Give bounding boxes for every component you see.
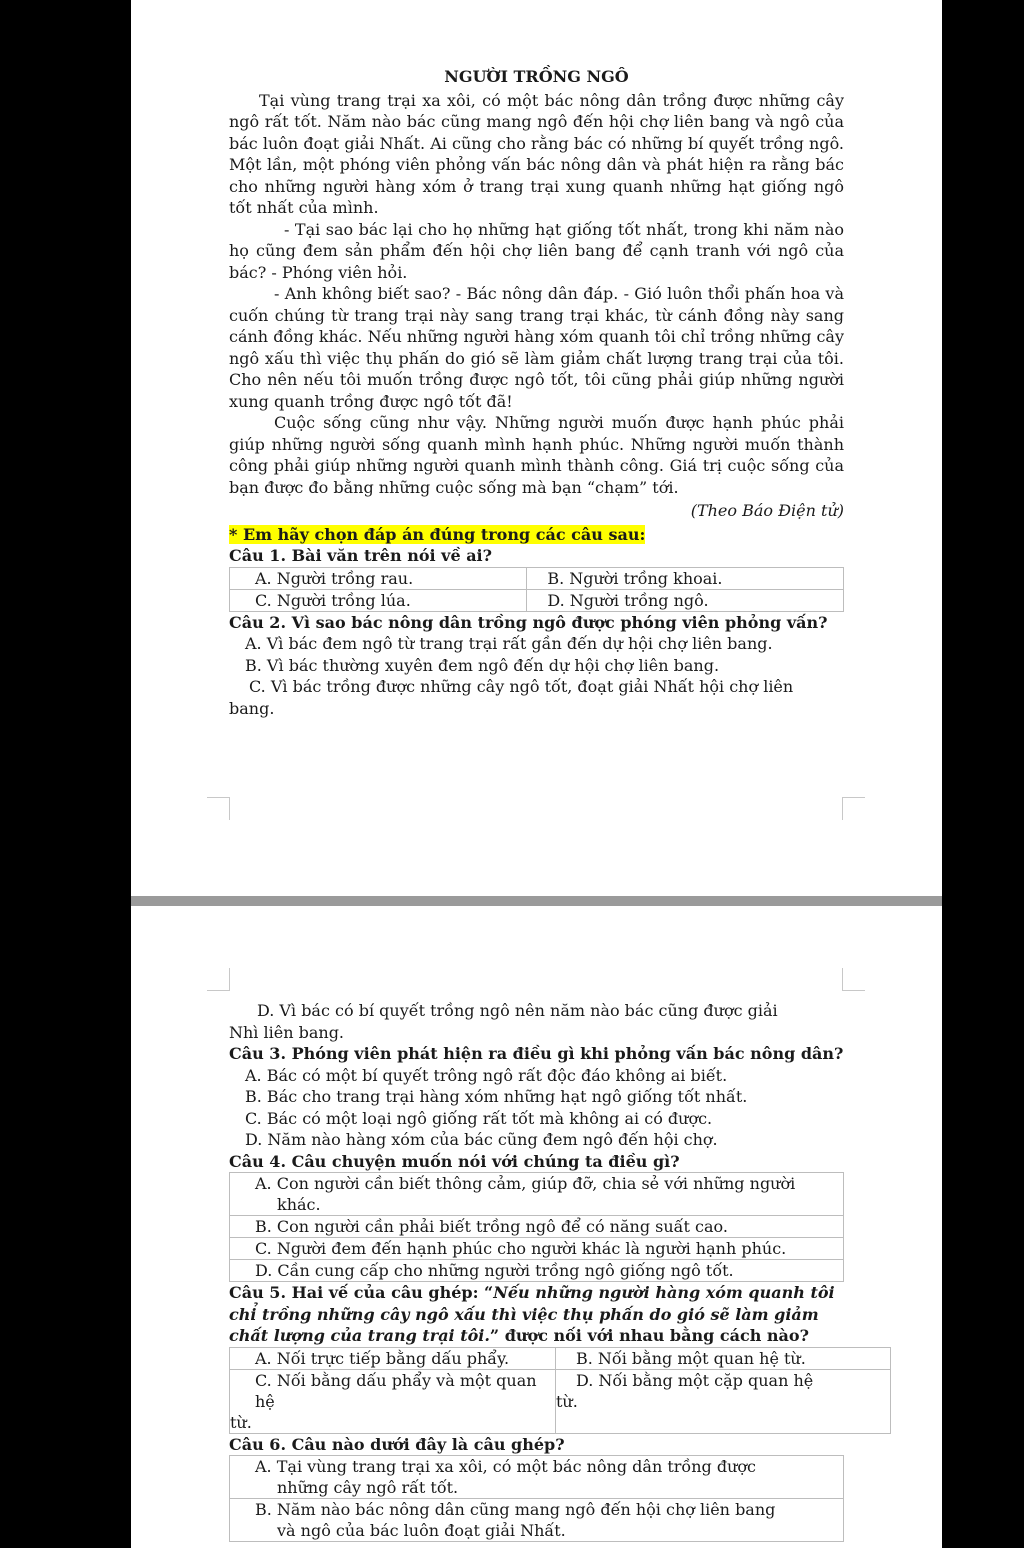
q2-option-a: A. Vì bác đem ngô từ trang trại rất gần đến dự hội chợ liên bang. bbox=[245, 634, 773, 653]
q6-option-b-line2: và ngô của bác luôn đoạt giải Nhất. bbox=[277, 1521, 566, 1540]
q4-option-d: D. Cần cung cấp cho những người trồng ngô giống ngô tốt. bbox=[230, 1260, 844, 1282]
q2-option-b: B. Vì bác thường xuyên đem ngô đến dự hội chợ liên bang. bbox=[245, 655, 720, 675]
q5-quote: Nếu những người hàng xóm quanh tôi chỉ trồng những cây ngô xấu thì việc thụ phấn do gió sẽ làm giảm chất lượng của trang trại tôi. bbox=[229, 1283, 835, 1345]
q6-option-a-line1: A. Tại vùng trang trại xa xôi, có một bác nông dân trồng được bbox=[255, 1457, 756, 1476]
q3-option-d: D. Năm nào hàng xóm của bác cũng đem ngô đến hội chợ. bbox=[245, 1130, 718, 1149]
q2-option-d-line2: Nhì liên bang. bbox=[229, 1022, 345, 1042]
q5-option-a: A. Nối trực tiếp bằng dấu phẩy. bbox=[230, 1347, 556, 1369]
q5-option-c-line1: C. Nối bằng dấu phẩy và một quan hệ bbox=[255, 1370, 537, 1411]
document-page-1 bbox=[131, 0, 942, 898]
story-paragraph-4: Cuộc sống cũng như vậy. Những người muốn được hạnh phúc phải giúp những người sống quanh mình hạnh phúc. Những người muốn thành công phải giúp những người quanh mình thành công. Giá trị cuộc sống của bạn được đo bằng những cuộc sống mà bạn “chạm” tới. bbox=[229, 413, 844, 497]
q5-option-c bbox=[230, 1369, 556, 1433]
q1-option-c: C. Người trồng lúa. bbox=[230, 589, 527, 611]
question-6-options bbox=[229, 1455, 844, 1542]
q1-option-a: A. Người trồng rau. bbox=[230, 567, 527, 589]
q6-option-b bbox=[230, 1499, 844, 1542]
question-5-options bbox=[229, 1347, 891, 1434]
instruction-highlight: * Em hãy chọn đáp án đúng trong các câu sau: bbox=[229, 524, 646, 544]
question-2: Câu 2. Vì sao bác nông dân trồng ngô được phóng viên phỏng vấn? bbox=[229, 612, 828, 632]
story-title: NGƯỜI TRỒNG NGÔ bbox=[444, 67, 629, 86]
q6-option-a bbox=[230, 1456, 844, 1499]
q4-option-a-line2: khác. bbox=[277, 1195, 321, 1214]
story-paragraph-3: - Anh không biết sao? - Bác nông dân đáp. - Gió luôn thổi phấn hoa và cuốn chúng từ trang trại này sang trang trại khác, từ cánh đồng này sang cánh đồng khác. Nếu những người hàng xóm quanh tôi chỉ trồng những cây ngô xấu thì việc thụ phấn do gió sẽ làm giảm chất lượng trang trại của tôi. Cho nên nếu tôi muốn trồng được ngô tốt, tôi cũng phải giúp những người xung quanh trồng được ngô tốt đã! bbox=[229, 284, 844, 411]
question-1: Câu 1. Bài văn trên nói về ai? bbox=[229, 546, 493, 565]
q1-option-d: D. Người trồng ngô. bbox=[527, 589, 844, 611]
q2-option-c-line1: C. Vì bác trồng được những cây ngô tốt, đoạt giải Nhất hội chợ liên bbox=[249, 677, 794, 696]
q5-option-d bbox=[556, 1369, 891, 1433]
crop-mark-top-left bbox=[207, 968, 230, 991]
q5-suffix: ” được nối với nhau bằng cách nào? bbox=[489, 1326, 809, 1345]
q5-option-c-line2: từ. bbox=[230, 1412, 252, 1432]
story-paragraph-2: - Tại sao bác lại cho họ những hạt giống tốt nhất, trong khi năm nào họ cũng đem sản phẩm đến hội chợ liên bang để cạnh tranh với ngô của bác? - Phóng viên hỏi. bbox=[229, 219, 844, 282]
q5-option-d-line2: từ. bbox=[556, 1391, 578, 1411]
instruction-line bbox=[229, 524, 844, 546]
q2-option-d-line1: D. Vì bác có bí quyết trồng ngô nên năm nào bác cũng được giải bbox=[257, 1001, 778, 1020]
q2-option-c-line2: bang. bbox=[229, 698, 275, 718]
q4-option-a-line1: A. Con người cần biết thông cảm, giúp đỡ, chia sẻ với những người bbox=[255, 1174, 796, 1193]
q6-option-b-line1: B. Năm nào bác nông dân cũng mang ngô đến hội chợ liên bang bbox=[255, 1500, 776, 1519]
q6-option-a-line2: những cây ngô rất tốt. bbox=[277, 1478, 459, 1497]
question-6: Câu 6. Câu nào dưới đây là câu ghép? bbox=[229, 1434, 565, 1454]
crop-mark-top-right bbox=[842, 968, 865, 991]
q5-option-d-line1: D. Nối bằng một cặp quan hệ bbox=[576, 1370, 814, 1390]
page-gap bbox=[131, 896, 942, 906]
question-5 bbox=[229, 1282, 844, 1347]
q5-option-b: B. Nối bằng một quan hệ từ. bbox=[556, 1347, 891, 1369]
q3-option-c: C. Bác có một loại ngô giống rất tốt mà không ai có được. bbox=[245, 1108, 713, 1128]
q3-option-b: B. Bác cho trang trại hàng xóm những hạt ngô giống tốt nhất. bbox=[245, 1087, 748, 1106]
q3-option-a: A. Bác có một bí quyết trông ngô rất độc đáo không ai biết. bbox=[245, 1065, 728, 1085]
story-paragraph-1: Tại vùng trang trại xa xôi, có một bác nông dân trồng được những cây ngô rất tốt. Năm nào bác cũng mang ngô đến hội chợ liên bang và ngô của bác luôn đoạt giải Nhất. Ai cũng cho rằng bác có những bí quyết trồng ngô. Một lần, một phóng viên phỏng vấn bác nông dân và phát hiện ra rằng bác cho những người hàng xóm ở trang trại xung quanh những hạt giống ngô tốt nhất của mình. bbox=[229, 90, 844, 217]
q4-option-a bbox=[230, 1173, 844, 1216]
document-page-2 bbox=[131, 906, 942, 1548]
q1-option-b: B. Người trồng khoai. bbox=[527, 567, 844, 589]
question-4: Câu 4. Câu chuyện muốn nói với chúng ta điều gì? bbox=[229, 1151, 680, 1171]
story-source: (Theo Báo Điện tử) bbox=[690, 501, 844, 520]
question-3: Câu 3. Phóng viên phát hiện ra điều gì khi phỏng vấn bác nông dân? bbox=[229, 1044, 844, 1063]
question-1-options bbox=[229, 567, 844, 612]
q4-option-c: C. Người đem đến hạnh phúc cho người khác là người hạnh phúc. bbox=[230, 1238, 844, 1260]
crop-mark-bottom-right bbox=[842, 797, 865, 820]
q5-prefix: Câu 5. Hai vế của câu ghép: “ bbox=[229, 1283, 494, 1302]
question-4-options bbox=[229, 1172, 844, 1282]
q4-option-b: B. Con người cần phải biết trồng ngô để có năng suất cao. bbox=[230, 1216, 844, 1238]
crop-mark-bottom-left bbox=[207, 797, 230, 820]
